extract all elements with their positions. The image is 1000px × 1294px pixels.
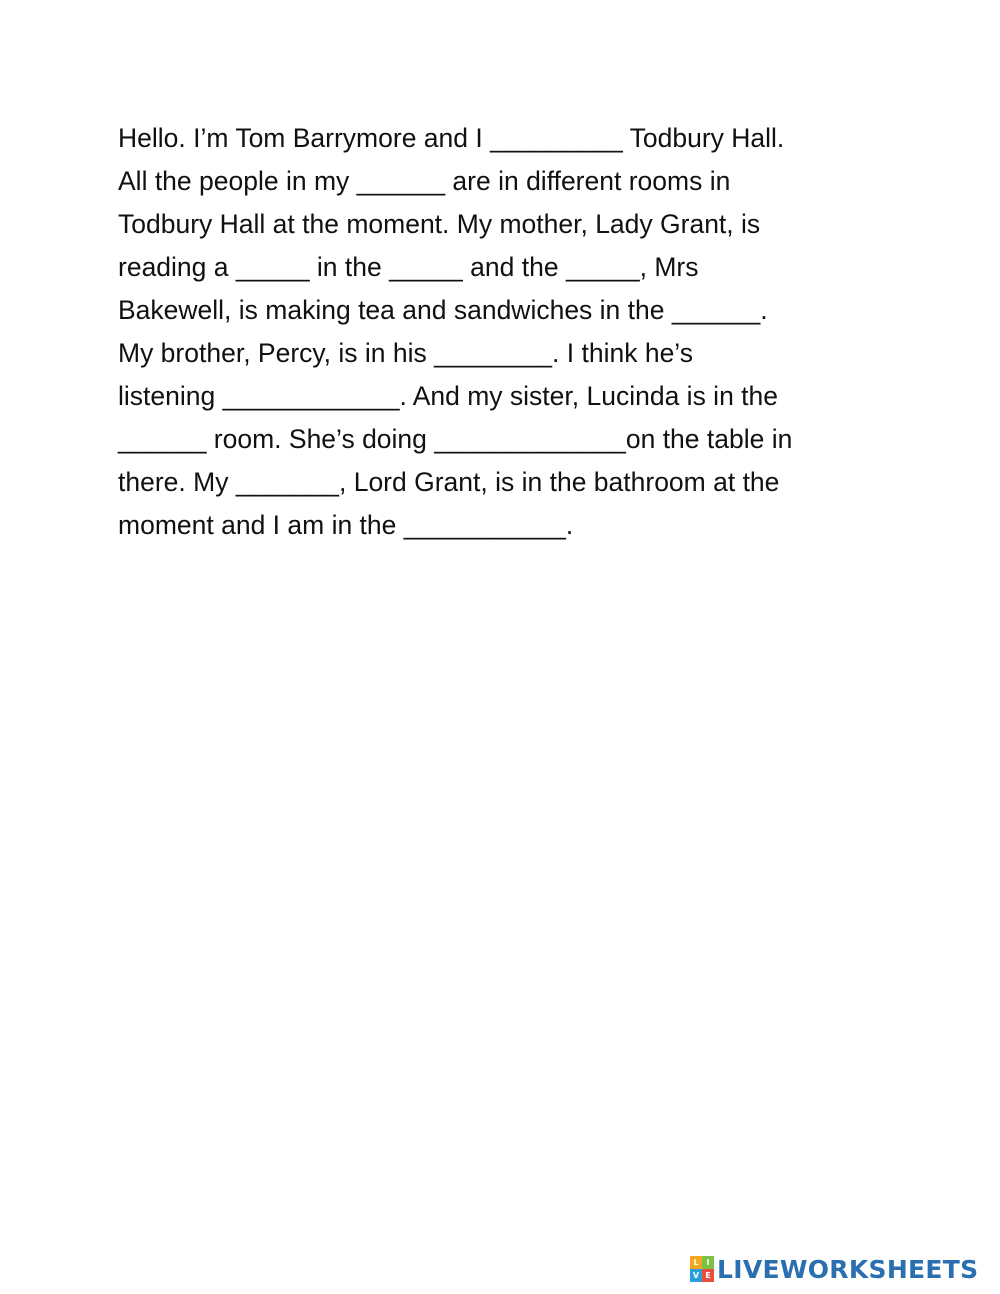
passage-line: listening ____________. And my sister, Lucinda is in the — [118, 381, 779, 411]
logo-tile: I — [702, 1256, 714, 1269]
passage-line: there. My _______, Lord Grant, is in the bathroom at the — [118, 467, 780, 497]
logo-tile: V — [690, 1269, 702, 1282]
logo-tile: L — [690, 1256, 702, 1269]
liveworksheets-logo-icon — [690, 1256, 714, 1282]
passage-line: ______ room. She’s doing _____________on the table in — [118, 424, 793, 454]
liveworksheets-wordmark: LIVEWORKSHEETS — [717, 1254, 979, 1284]
passage-line: Bakewell, is making tea and sandwiches in the ______. — [118, 295, 768, 325]
passage-text — [118, 117, 908, 547]
passage-line: Todbury Hall at the moment. My mother, Lady Grant, is — [118, 209, 761, 239]
passage-line: reading a _____ in the _____ and the _____, Mrs — [118, 252, 699, 282]
passage-line: All the people in my ______ are in different rooms in — [118, 166, 731, 196]
passage-line: My brother, Percy, is in his ________. I think he’s — [118, 338, 693, 368]
passage-line: Hello. I’m Tom Barrymore and I _________ Todbury Hall. — [118, 123, 785, 153]
passage-line: moment and I am in the ___________. — [118, 510, 574, 540]
logo-tile: E — [702, 1269, 714, 1282]
liveworksheets-logo — [690, 1252, 990, 1286]
